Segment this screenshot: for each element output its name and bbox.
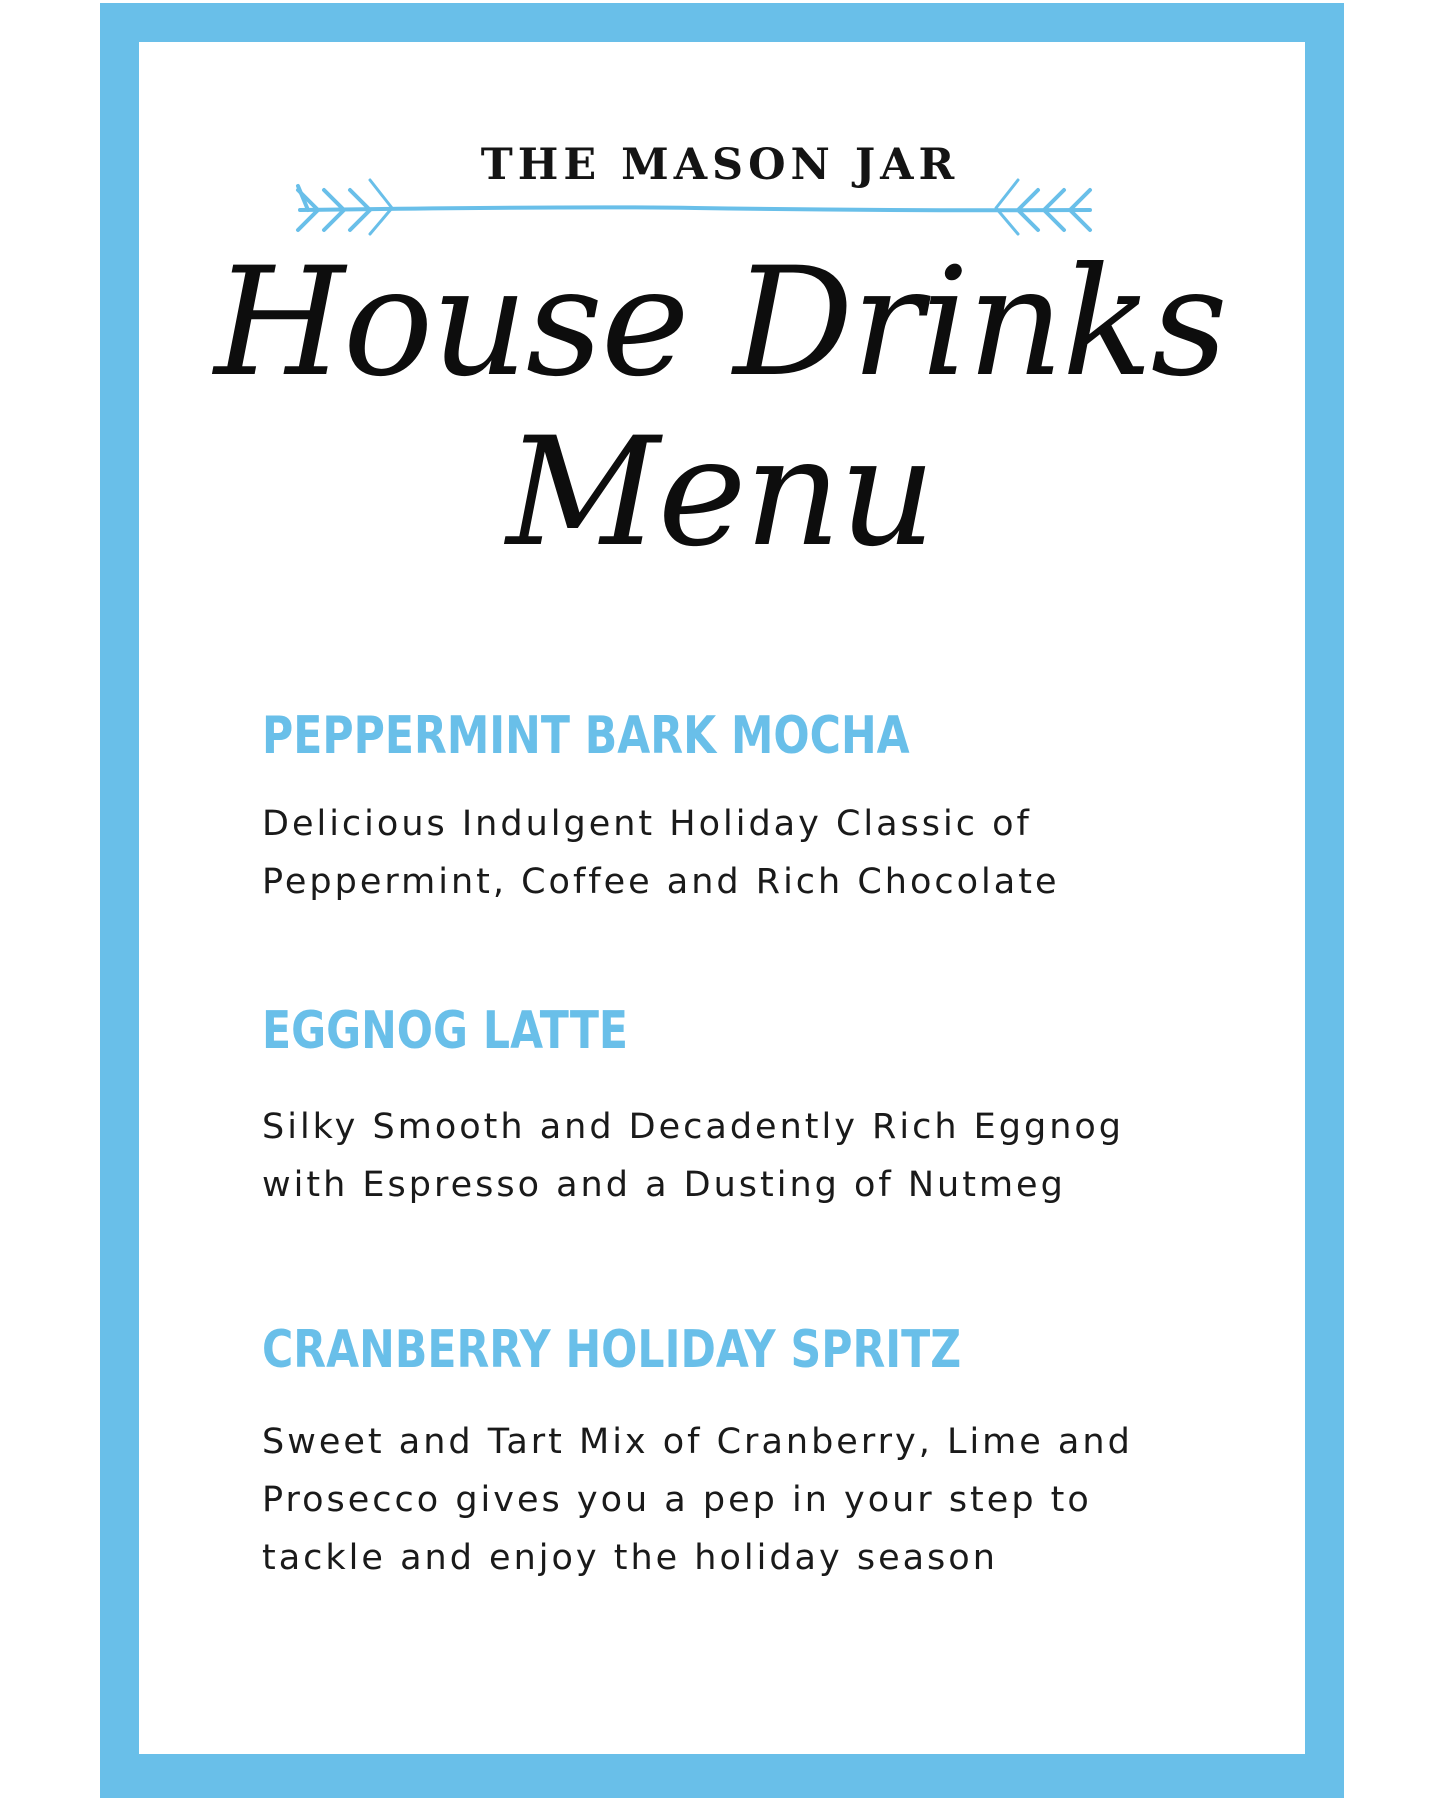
menu-item-name: CRANBERRY HOLIDAY SPRITZ bbox=[262, 1320, 962, 1380]
brand-name: THE MASON JAR bbox=[480, 140, 960, 190]
menu-title-line2: Menu bbox=[506, 406, 934, 580]
menu-item-description: Silky Smooth and Decadently Rich Eggnog with Espresso and a Dusting of Nutmeg bbox=[262, 1107, 1125, 1205]
menu-item-description: Delicious Indulgent Holiday Classic of Peppermint, Coffee and Rich Chocolate bbox=[262, 804, 1060, 902]
menu-item-name: PEPPERMINT BARK MOCHA bbox=[262, 706, 910, 766]
menu-item-description: Sweet and Tart Mix of Cranberry, Lime and Prosecco gives you a pep in your step to tackle and enjoy the holiday season bbox=[262, 1422, 1133, 1578]
arrow-divider-icon bbox=[290, 176, 1100, 236]
menu-item-name: EGGNOG LATTE bbox=[262, 1001, 629, 1061]
menu-title-line1: House Drinks bbox=[214, 236, 1226, 410]
